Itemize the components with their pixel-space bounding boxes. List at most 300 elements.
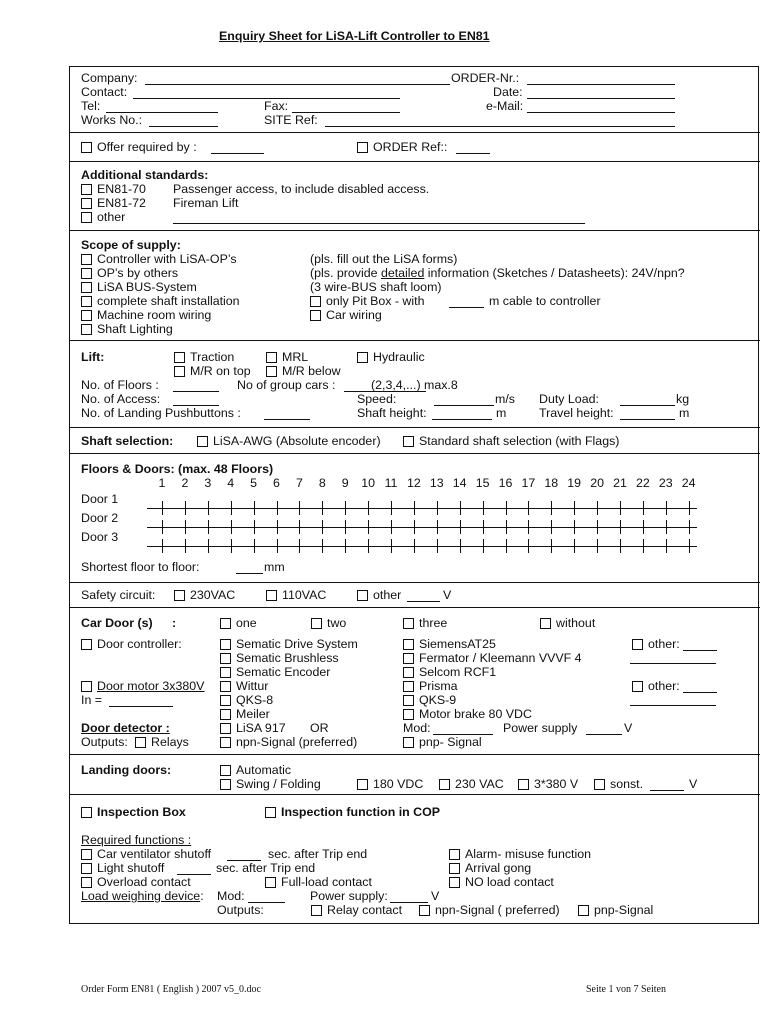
traction-checkbox[interactable] <box>174 352 185 363</box>
door-grid-cell[interactable] <box>551 539 552 553</box>
contact-label: Contact: <box>81 85 128 99</box>
relays-checkbox[interactable] <box>135 737 146 748</box>
footer-right: Seite 1 von 7 Seiten <box>586 984 666 995</box>
controller-other-field-2[interactable] <box>630 663 716 664</box>
car-ventilator <box>81 847 211 861</box>
car-wiring-label: Car wiring <box>326 308 382 322</box>
order-nr-field[interactable] <box>527 84 675 85</box>
standard-other <box>81 210 125 224</box>
offer-required-label: Offer required by : <box>97 140 197 154</box>
safety-other-checkbox[interactable] <box>357 590 368 601</box>
duty-load-field[interactable] <box>620 405 675 406</box>
relay-contact-checkbox[interactable] <box>311 905 322 916</box>
door-1-label: Door 1 <box>81 492 119 506</box>
controller-option <box>220 651 339 665</box>
load-npn-checkbox[interactable] <box>419 905 430 916</box>
standard-desc: Fireman Lift <box>173 196 239 210</box>
floor-number: 9 <box>341 476 349 490</box>
pit-box-cable-field[interactable] <box>449 307 484 308</box>
detector-npn-label: npn-Signal (preferred) <box>236 735 358 749</box>
company-field[interactable] <box>145 84 450 85</box>
car-ventilator-checkbox[interactable] <box>81 849 92 860</box>
motor-option <box>220 679 268 693</box>
travel-height-field[interactable] <box>620 419 675 420</box>
scope-item <box>81 252 237 266</box>
arrival-gong <box>449 861 531 875</box>
controller-label: Selcom RCF1 <box>419 665 497 679</box>
load-weighing <box>81 889 204 903</box>
door-grid-cell[interactable] <box>689 501 690 515</box>
load-npn <box>419 903 560 917</box>
door-grid-line <box>147 546 697 547</box>
standard-code: EN81-72 <box>97 196 146 210</box>
door-2-label: Door 2 <box>81 511 119 525</box>
door-motor-label: Door motor 3x380V <box>97 679 205 693</box>
mr-on-top <box>174 364 251 378</box>
door-grid-cell[interactable] <box>345 501 346 515</box>
door-grid-cell[interactable] <box>231 520 232 534</box>
other-standard-field[interactable] <box>173 223 585 224</box>
floor-number: 1 <box>158 476 166 490</box>
landing-pb-field[interactable] <box>264 419 310 420</box>
door-grid-cell[interactable] <box>551 520 552 534</box>
door-controller-checkbox[interactable] <box>81 639 92 650</box>
scope-checkbox[interactable] <box>81 254 92 265</box>
landing-swing-checkbox[interactable] <box>220 779 231 790</box>
landing-3x380 <box>518 777 578 791</box>
mr-on-top-label: M/R on top <box>190 364 251 378</box>
controller-checkbox[interactable] <box>403 667 414 678</box>
door-3-label: Door 3 <box>81 530 119 544</box>
landing-automatic-checkbox[interactable] <box>220 765 231 776</box>
door-controller-label: Door controller: <box>97 637 182 651</box>
scope-checkbox[interactable] <box>81 296 92 307</box>
car-door-three-label: three <box>419 616 448 630</box>
shaft-height-field[interactable] <box>432 419 492 420</box>
door-grid-cell[interactable] <box>414 520 415 534</box>
travel-height-unit: m <box>679 406 690 420</box>
controller-other-checkbox[interactable] <box>632 639 643 650</box>
door-grid-cell[interactable] <box>162 501 163 515</box>
door-grid-cell[interactable] <box>277 520 278 534</box>
other-standard-checkbox[interactable] <box>81 212 92 223</box>
divider <box>69 453 760 454</box>
duty-load-label: Duty Load: <box>539 392 599 406</box>
floor-number: 13 <box>429 476 444 490</box>
arrival-gong-checkbox[interactable] <box>449 863 460 874</box>
floor-number: 7 <box>295 476 303 490</box>
door-grid-cell[interactable] <box>506 539 507 553</box>
car-wiring-checkbox[interactable] <box>310 310 321 321</box>
door-grid-cell[interactable] <box>162 520 163 534</box>
car-door-without <box>540 616 595 630</box>
note-text: detailed <box>380 266 425 280</box>
motor-other <box>632 679 680 693</box>
lift-label: Lift: <box>81 350 105 364</box>
scope-note: (3 wire-BUS shaft loom) <box>310 280 442 294</box>
page-title: Enquiry Sheet for LiSA-Lift Controller to EN81 <box>219 29 490 43</box>
controller-label: SiemensAT25 <box>419 637 496 651</box>
detector-power-label: Power supply <box>503 721 578 735</box>
door-grid-cell[interactable] <box>391 520 392 534</box>
floors-field[interactable] <box>173 391 219 392</box>
door-grid-cell[interactable] <box>254 501 255 515</box>
door-grid-cell[interactable] <box>597 520 598 534</box>
controller-option <box>403 637 496 651</box>
standard-shaft-checkbox[interactable] <box>403 436 414 447</box>
pit-box-checkbox[interactable] <box>310 296 321 307</box>
landing-3x380-label: 3*380 V <box>534 777 579 791</box>
door-grid-cell[interactable] <box>345 539 346 553</box>
load-power-unit: V <box>431 889 440 903</box>
standard-desc: Passenger access, to include disabled access. <box>173 182 430 196</box>
traction-label: Traction <box>190 350 235 364</box>
door-grid-cell[interactable] <box>528 520 529 534</box>
safety-other <box>357 588 401 602</box>
detector-pnp-checkbox[interactable] <box>403 737 414 748</box>
door-motor <box>81 679 204 693</box>
divider <box>69 230 760 231</box>
overload-contact <box>81 875 191 889</box>
floor-number: 2 <box>181 476 189 490</box>
floor-number: 14 <box>452 476 467 490</box>
landing-sonst-field[interactable] <box>650 790 684 791</box>
controller-checkbox[interactable] <box>220 667 231 678</box>
overload-contact-checkbox[interactable] <box>81 877 92 888</box>
mr-below-label: M/R below <box>282 364 341 378</box>
door-grid-cell[interactable] <box>322 539 323 553</box>
load-npn-label: npn-Signal ( preferred) <box>435 903 560 917</box>
door-grid-cell[interactable] <box>597 539 598 553</box>
motor-other-field-2[interactable] <box>630 705 716 706</box>
scope-checkbox[interactable] <box>81 268 92 279</box>
door-grid-cell[interactable] <box>483 501 484 515</box>
door-grid-cell[interactable] <box>460 520 461 534</box>
door-grid-cell[interactable] <box>643 501 644 515</box>
mrl-checkbox[interactable] <box>266 352 277 363</box>
alarm-misuse-checkbox[interactable] <box>449 849 460 860</box>
motor-option <box>403 679 458 693</box>
motor-checkbox[interactable] <box>403 681 414 692</box>
light-shutoff-checkbox[interactable] <box>81 863 92 874</box>
door-grid-cell[interactable] <box>666 520 667 534</box>
controller-option <box>220 665 330 679</box>
door-grid-cell[interactable] <box>620 501 621 515</box>
motor-option <box>220 693 273 707</box>
controller-checkbox[interactable] <box>403 639 414 650</box>
motor-other-checkbox[interactable] <box>632 681 643 692</box>
landing-sonst-label: sonst. <box>610 777 644 791</box>
landing-180vdc-checkbox[interactable] <box>357 779 368 790</box>
lisa917-checkbox[interactable] <box>220 723 231 734</box>
works-no-field[interactable] <box>149 126 218 127</box>
motor-checkbox[interactable] <box>220 681 231 692</box>
door-grid-cell[interactable] <box>208 520 209 534</box>
no-load-contact <box>449 875 554 889</box>
door-grid-line <box>147 527 697 528</box>
floor-number: 15 <box>475 476 490 490</box>
door-grid-cell[interactable] <box>185 539 186 553</box>
order-ref-checkbox[interactable] <box>357 142 368 153</box>
door-grid-cell[interactable] <box>574 520 575 534</box>
note-text: information (Sketches / Datasheets): 24V/npn? <box>424 266 685 280</box>
floor-number: 21 <box>613 476 627 490</box>
shortest-floor-field[interactable] <box>236 573 263 574</box>
door-grid-cell[interactable] <box>574 501 575 515</box>
door-grid-cell[interactable] <box>597 501 598 515</box>
full-load-contact-label: Full-load contact <box>281 875 372 889</box>
door-grid-cell[interactable] <box>643 520 644 534</box>
car-door-one-checkbox[interactable] <box>220 618 231 629</box>
door-grid-line <box>147 508 697 509</box>
sec-after-trip-label: sec. after Trip end <box>268 847 368 861</box>
floor-number: 12 <box>406 476 421 490</box>
motor-checkbox[interactable] <box>403 695 414 706</box>
door-grid-cell[interactable] <box>231 539 232 553</box>
offer-date-field[interactable] <box>211 153 264 154</box>
controller-checkbox[interactable] <box>220 653 231 664</box>
light-shutoff-label: Light shutoff <box>97 861 165 875</box>
door-grid-cell[interactable] <box>689 520 690 534</box>
offer-required-checkbox[interactable] <box>81 142 92 153</box>
fax-label: Fax: <box>264 99 289 113</box>
car-door-two-checkbox[interactable] <box>311 618 322 629</box>
door-grid-cell[interactable] <box>299 520 300 534</box>
detector-power-field[interactable] <box>586 734 622 735</box>
landing-180vdc-label: 180 VDC <box>373 777 424 791</box>
controller-label: Sematic Drive System <box>236 637 358 651</box>
door-grid-cell[interactable] <box>277 501 278 515</box>
door-grid-cell[interactable] <box>254 539 255 553</box>
floor-number: 18 <box>544 476 559 490</box>
door-grid-cell[interactable] <box>185 501 186 515</box>
door-grid-cell[interactable] <box>506 501 507 515</box>
door-grid-cell[interactable] <box>689 539 690 553</box>
detector-pnp <box>403 735 482 749</box>
load-power-label: Power supply: <box>310 889 388 903</box>
landing-230vac-checkbox[interactable] <box>439 779 450 790</box>
detector-outputs-label: Outputs: <box>81 735 128 749</box>
landing-automatic-label: Automatic <box>236 763 292 777</box>
load-pnp-checkbox[interactable] <box>578 905 589 916</box>
detector-npn-checkbox[interactable] <box>220 737 231 748</box>
safety-label: Safety circuit: <box>81 588 156 602</box>
car-door-one <box>220 616 257 630</box>
door-grid-cell[interactable] <box>254 520 255 534</box>
safety-unit: V <box>443 588 452 602</box>
shaft-selection-label: Shaft selection: <box>81 434 174 448</box>
full-load-contact-checkbox[interactable] <box>265 877 276 888</box>
door-controller <box>81 637 182 651</box>
no-load-contact-label: NO load contact <box>465 875 554 889</box>
scope-heading: Scope of supply: <box>81 238 181 252</box>
standard-shaft-label: Standard shaft selection (with Flags) <box>419 434 620 448</box>
hydraulic-checkbox[interactable] <box>357 352 368 363</box>
safety-230 <box>174 588 235 602</box>
door-grid-cell[interactable] <box>414 539 415 553</box>
door-grid-cell[interactable] <box>391 539 392 553</box>
safety-110-checkbox[interactable] <box>266 590 277 601</box>
door-grid-cell[interactable] <box>666 539 667 553</box>
detector-mod-label: Mod: <box>403 721 431 735</box>
controller-checkbox[interactable] <box>403 653 414 664</box>
door-grid-cell[interactable] <box>574 539 575 553</box>
controller-other <box>632 637 680 651</box>
light-shutoff <box>81 861 164 875</box>
scope-checkbox[interactable] <box>81 282 92 293</box>
no-load-contact-checkbox[interactable] <box>449 877 460 888</box>
in-label: In = <box>81 693 103 707</box>
safety-110 <box>266 588 326 602</box>
divider <box>69 161 760 162</box>
speed-field[interactable] <box>434 405 494 406</box>
motor-checkbox[interactable] <box>220 709 231 720</box>
door-grid-cell[interactable] <box>322 520 323 534</box>
mr-below <box>266 364 341 378</box>
door-grid-cell[interactable] <box>483 520 484 534</box>
inspection-cop-checkbox[interactable] <box>265 807 276 818</box>
scope-item <box>81 266 178 280</box>
detector-npn <box>220 735 357 749</box>
door-grid-cell[interactable] <box>483 539 484 553</box>
car-door-three-checkbox[interactable] <box>403 618 414 629</box>
landing-230vac-label: 230 VAC <box>455 777 504 791</box>
motor-checkbox[interactable] <box>220 695 231 706</box>
door-grid-cell[interactable] <box>277 539 278 553</box>
divider <box>69 754 760 755</box>
relays-label: Relays <box>151 735 189 749</box>
door-grid-cell[interactable] <box>208 501 209 515</box>
landing-sonst <box>594 777 643 791</box>
safety-other-field[interactable] <box>407 601 440 602</box>
company-label: Company: <box>81 71 138 85</box>
motor-label: Meiler <box>236 707 270 721</box>
car-door-without-checkbox[interactable] <box>540 618 551 629</box>
door-grid-cell[interactable] <box>299 501 300 515</box>
en81-72-checkbox[interactable] <box>81 198 92 209</box>
door-motor-checkbox[interactable] <box>81 681 92 692</box>
alarm-misuse <box>449 847 591 861</box>
order-nr-label: ORDER-Nr.: <box>451 71 520 85</box>
landing-sonst-checkbox[interactable] <box>594 779 605 790</box>
shortest-floor-unit: mm <box>264 560 285 574</box>
standard-en81-70 <box>81 182 146 196</box>
door-grid-cell[interactable] <box>368 539 369 553</box>
works-no-label: Works No.: <box>81 113 143 127</box>
detector-power-unit: V <box>624 721 633 735</box>
door-grid-cell[interactable] <box>231 501 232 515</box>
motor-option <box>403 707 532 721</box>
door-grid-cell[interactable] <box>208 539 209 553</box>
door-grid-cell[interactable] <box>368 520 369 534</box>
controller-other-label: other: <box>648 637 680 651</box>
safety-110-label: 110VAC <box>282 588 327 602</box>
motor-checkbox[interactable] <box>403 709 414 720</box>
scope-label: OP’s by others <box>97 266 179 280</box>
floor-number: 3 <box>204 476 212 490</box>
door-grid-cell[interactable] <box>368 501 369 515</box>
door-grid-cell[interactable] <box>322 501 323 515</box>
order-ref-field[interactable] <box>456 153 490 154</box>
landing-3x380-checkbox[interactable] <box>518 779 529 790</box>
floor-number: 22 <box>635 476 650 490</box>
door-grid-cell[interactable] <box>620 539 621 553</box>
motor-label: QKS-8 <box>236 693 274 707</box>
group-cars-hint: (2,3,4,...) max.8 <box>371 378 458 392</box>
door-grid-cell[interactable] <box>162 539 163 553</box>
duty-load-unit: kg <box>676 392 690 406</box>
door-grid-cell[interactable] <box>345 520 346 534</box>
floor-number: 19 <box>567 476 582 490</box>
site-ref-field[interactable] <box>325 126 675 127</box>
motor-option <box>220 707 270 721</box>
pit-box-label: only Pit Box - with <box>326 294 425 308</box>
motor-other-field[interactable] <box>683 692 717 693</box>
date-field[interactable] <box>527 98 675 99</box>
inspection-box-checkbox[interactable] <box>81 807 92 818</box>
load-mod-label: Mod: <box>217 889 245 903</box>
door-grid-cell[interactable] <box>185 520 186 534</box>
email-field[interactable] <box>527 112 675 113</box>
lisa-awg-checkbox[interactable] <box>197 436 208 447</box>
car-door-label: Car Door (s) <box>81 616 153 630</box>
floor-number: 5 <box>250 476 258 490</box>
lisa-awg-label: LiSA-AWG (Absolute encoder) <box>213 434 381 448</box>
door-grid-cell[interactable] <box>551 501 552 515</box>
lisa917 <box>220 721 286 735</box>
door-grid-cell[interactable] <box>437 520 438 534</box>
controller-checkbox[interactable] <box>220 639 231 650</box>
door-grid-cell[interactable] <box>437 539 438 553</box>
door-grid-cell[interactable] <box>620 520 621 534</box>
floor-number: 17 <box>521 476 536 490</box>
door-grid-cell[interactable] <box>460 501 461 515</box>
load-pnp <box>578 903 653 917</box>
door-grid-cell[interactable] <box>414 501 415 515</box>
standard-code: other <box>97 210 126 224</box>
door-grid-cell[interactable] <box>666 501 667 515</box>
overload-contact-label: Overload contact <box>97 875 191 889</box>
door-grid-cell[interactable] <box>299 539 300 553</box>
access-label: No. of Access: <box>81 392 161 406</box>
landing-180vdc <box>357 777 423 791</box>
inspection-cop-label: Inspection function in COP <box>281 805 441 819</box>
standard-shaft <box>403 434 619 448</box>
mr-below-checkbox[interactable] <box>266 366 277 377</box>
floor-number: 11 <box>384 476 398 490</box>
controller-option <box>220 637 358 651</box>
door-grid-cell[interactable] <box>506 520 507 534</box>
door-grid-cell[interactable] <box>391 501 392 515</box>
in-field[interactable] <box>109 706 173 707</box>
door-grid-cell[interactable] <box>437 501 438 515</box>
mr-on-top-checkbox[interactable] <box>174 366 185 377</box>
scope-checkbox[interactable] <box>81 310 92 321</box>
inspection-box <box>81 805 186 819</box>
scope-checkbox[interactable] <box>81 324 92 335</box>
door-grid-cell[interactable] <box>460 539 461 553</box>
door-grid-cell[interactable] <box>528 501 529 515</box>
safety-230-checkbox[interactable] <box>174 590 185 601</box>
en81-70-checkbox[interactable] <box>81 184 92 195</box>
door-grid-cell[interactable] <box>528 539 529 553</box>
alarm-misuse-label: Alarm- misuse function <box>465 847 592 861</box>
divider <box>69 427 760 428</box>
car-ventilator-label: Car ventilator shutoff <box>97 847 212 861</box>
controller-other-field[interactable] <box>683 650 717 651</box>
floor-number: 6 <box>273 476 280 490</box>
door-grid-cell[interactable] <box>643 539 644 553</box>
